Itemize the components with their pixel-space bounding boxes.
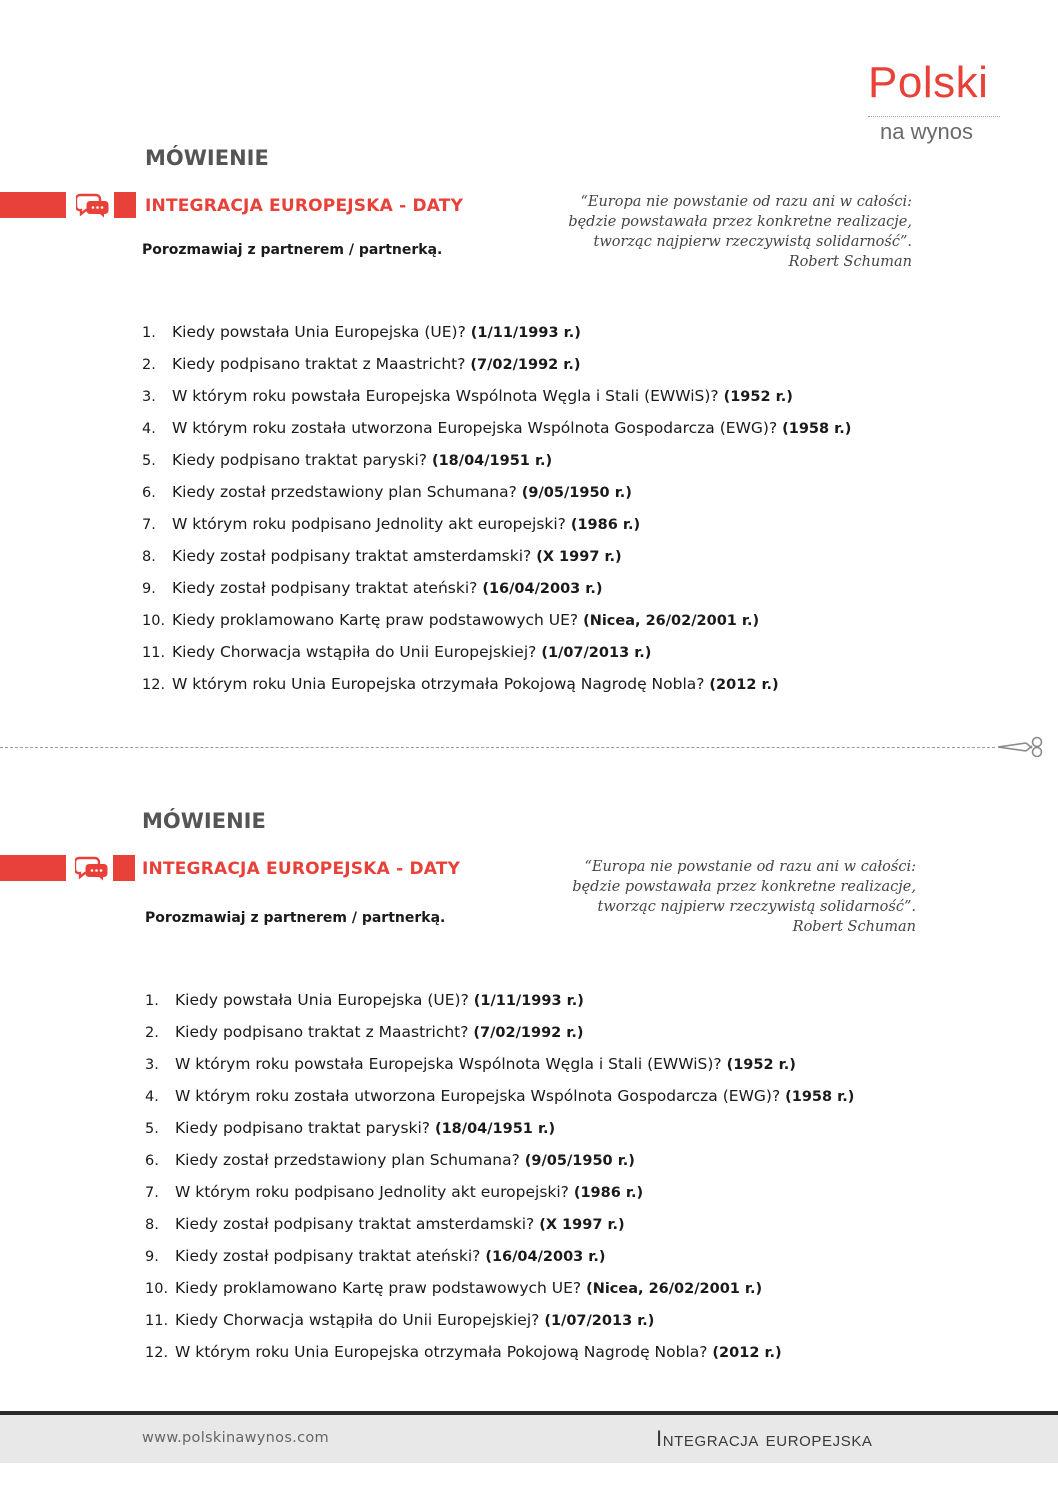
answer-text: (16/04/2003 r.) <box>482 581 603 597</box>
quote-author: Robert Schuman <box>792 919 916 935</box>
list-item <box>145 1336 854 1368</box>
question-text: W którym roku została utworzona Europejska Wspólnota Gospodarcza (EWG)? <box>175 1087 786 1105</box>
accent-bar <box>0 855 66 881</box>
list-item <box>142 604 851 636</box>
answer-text: (1986 r.) <box>573 1185 644 1201</box>
accent-block <box>114 192 136 218</box>
answer-text: (9/05/1950 r.) <box>521 485 632 501</box>
chat-bubbles-icon <box>76 192 110 218</box>
answer-text: (18/04/1951 r.) <box>431 453 553 469</box>
item-number: 1. <box>145 993 159 1009</box>
list-item <box>142 444 851 476</box>
footer-url: www.polskinawynos.com <box>142 1430 329 1446</box>
list-item <box>145 984 854 1016</box>
item-number: 9. <box>142 581 156 597</box>
item-number: 10. <box>142 613 166 629</box>
item-number: 8. <box>142 549 156 565</box>
question-text: Kiedy podpisano traktat z Maastricht? <box>172 355 471 373</box>
answer-text: (1952 r.) <box>723 389 793 405</box>
list-item <box>142 316 851 348</box>
chat-bubbles-icon <box>75 855 109 881</box>
question-text: Kiedy został przedstawiony plan Schumana? <box>172 483 522 501</box>
answer-text: (1986 r.) <box>570 517 641 533</box>
list-item <box>145 1144 854 1176</box>
list-item <box>142 412 851 444</box>
accent-block <box>113 855 135 881</box>
logo-subtitle: na wynos <box>868 116 1000 145</box>
quote-line: tworząc najpierw rzeczywistą solidarność”. <box>597 899 916 915</box>
answer-text: (1958 r.) <box>785 1089 855 1105</box>
logo <box>868 58 1008 145</box>
list-item <box>145 1240 854 1272</box>
question-text: Kiedy proklamowano Kartę praw podstawowych UE? <box>175 1279 587 1297</box>
item-number: 6. <box>145 1153 159 1169</box>
footer-title-text: Integracja europejska <box>656 1426 873 1451</box>
list-item <box>145 1048 854 1080</box>
quote-author: Robert Schuman <box>788 254 912 270</box>
question-list <box>145 984 854 1368</box>
question-text: Kiedy Chorwacja wstąpiła do Unii Europejskiej? <box>172 643 542 661</box>
list-item <box>142 380 851 412</box>
item-number: 7. <box>142 517 156 533</box>
answer-text: (2012 r.) <box>712 1345 782 1361</box>
section-heading: MÓWIENIE <box>142 809 266 833</box>
item-number: 4. <box>145 1089 159 1105</box>
item-number: 7. <box>145 1185 159 1201</box>
quote-line: “Europa nie powstanie od razu ani w całości: <box>580 194 912 210</box>
item-number: 6. <box>142 485 156 501</box>
item-number: 3. <box>145 1057 159 1073</box>
item-number: 12. <box>142 677 166 693</box>
question-text: W którym roku powstała Europejska Wspólnota Węgla i Stali (EWWiS)? <box>172 387 724 405</box>
answer-text: (Nicea, 26/02/2001 r.) <box>586 1281 763 1297</box>
item-number: 2. <box>142 357 156 373</box>
question-text: Kiedy został podpisany traktat amsterdamski? <box>172 547 537 565</box>
answer-text: (1/11/1993 r.) <box>473 993 584 1009</box>
list-item <box>145 1080 854 1112</box>
instruction: Porozmawiaj z partnerem / partnerką. <box>142 242 443 258</box>
section-heading: MÓWIENIE <box>145 146 269 170</box>
question-text: Kiedy powstała Unia Europejska (UE)? <box>175 991 474 1009</box>
quote-line: “Europa nie powstanie od razu ani w całości: <box>584 859 916 875</box>
quote-line: tworząc najpierw rzeczywistą solidarność”. <box>593 234 912 250</box>
list-item <box>142 572 851 604</box>
question-text: W którym roku Unia Europejska otrzymała Pokojową Nagrodę Nobla? <box>175 1343 713 1361</box>
topic-title: INTEGRACJA EUROPEJSKA - DATY <box>142 859 461 879</box>
answer-text: (7/02/1992 r.) <box>473 1025 584 1041</box>
question-text: W którym roku Unia Europejska otrzymała Pokojową Nagrodę Nobla? <box>172 675 710 693</box>
instruction: Porozmawiaj z partnerem / partnerką. <box>145 910 446 926</box>
item-number: 11. <box>145 1313 169 1329</box>
list-item <box>145 1112 854 1144</box>
quote-line: będzie powstawała przez konkretne realizacje, <box>568 214 912 230</box>
answer-text: (18/04/1951 r.) <box>434 1121 556 1137</box>
question-text: Kiedy Chorwacja wstąpiła do Unii Europejskiej? <box>175 1311 545 1329</box>
answer-text: (X 1997 r.) <box>539 1217 625 1233</box>
answer-text: (16/04/2003 r.) <box>485 1249 606 1265</box>
list-item <box>145 1016 854 1048</box>
footer-title <box>656 1426 873 1452</box>
answer-text: (1/11/1993 r.) <box>470 325 581 341</box>
question-text: Kiedy proklamowano Kartę praw podstawowych UE? <box>172 611 584 629</box>
answer-text: (9/05/1950 r.) <box>524 1153 635 1169</box>
question-text: W którym roku została utworzona Europejska Wspólnota Gospodarcza (EWG)? <box>172 419 783 437</box>
question-text: W którym roku podpisano Jednolity akt europejski? <box>172 515 571 533</box>
question-text: Kiedy podpisano traktat z Maastricht? <box>175 1023 474 1041</box>
item-number: 10. <box>145 1281 169 1297</box>
topic-title: INTEGRACJA EUROPEJSKA - DATY <box>145 196 464 216</box>
item-number: 5. <box>145 1121 159 1137</box>
answer-text: (Nicea, 26/02/2001 r.) <box>583 613 760 629</box>
question-text: Kiedy powstała Unia Europejska (UE)? <box>172 323 471 341</box>
answer-text: (X 1997 r.) <box>536 549 622 565</box>
item-number: 1. <box>142 325 156 341</box>
answer-text: (1952 r.) <box>726 1057 796 1073</box>
item-number: 9. <box>145 1249 159 1265</box>
list-item <box>142 636 851 668</box>
question-text: Kiedy podpisano traktat paryski? <box>172 451 432 469</box>
list-item <box>142 540 851 572</box>
answer-text: (7/02/1992 r.) <box>470 357 581 373</box>
question-list <box>142 316 851 700</box>
scissors-icon <box>996 735 1046 759</box>
item-number: 12. <box>145 1345 169 1361</box>
answer-text: (1/07/2013 r.) <box>541 645 652 661</box>
question-text: W którym roku powstała Europejska Wspólnota Węgla i Stali (EWWiS)? <box>175 1055 727 1073</box>
item-number: 3. <box>142 389 156 405</box>
quote-line: będzie powstawała przez konkretne realizacje, <box>572 879 916 895</box>
question-text: Kiedy podpisano traktat paryski? <box>175 1119 435 1137</box>
quote <box>492 192 912 272</box>
item-number: 5. <box>142 453 156 469</box>
list-item <box>145 1304 854 1336</box>
list-item <box>142 668 851 700</box>
accent-bar <box>0 192 66 218</box>
question-text: Kiedy został podpisany traktat ateński? <box>172 579 483 597</box>
question-text: W którym roku podpisano Jednolity akt europejski? <box>175 1183 574 1201</box>
answer-text: (1/07/2013 r.) <box>544 1313 655 1329</box>
list-item <box>142 348 851 380</box>
logo-brand: Polski <box>868 58 989 107</box>
list-item <box>142 476 851 508</box>
question-text: Kiedy został podpisany traktat ateński? <box>175 1247 486 1265</box>
cut-line <box>0 747 995 748</box>
list-item <box>142 508 851 540</box>
item-number: 8. <box>145 1217 159 1233</box>
item-number: 11. <box>142 645 166 661</box>
answer-text: (1958 r.) <box>782 421 852 437</box>
item-number: 2. <box>145 1025 159 1041</box>
list-item <box>145 1176 854 1208</box>
item-number: 4. <box>142 421 156 437</box>
list-item <box>145 1208 854 1240</box>
answer-text: (2012 r.) <box>709 677 779 693</box>
quote <box>496 857 916 937</box>
list-item <box>145 1272 854 1304</box>
question-text: Kiedy został przedstawiony plan Schumana? <box>175 1151 525 1169</box>
question-text: Kiedy został podpisany traktat amsterdamski? <box>175 1215 540 1233</box>
